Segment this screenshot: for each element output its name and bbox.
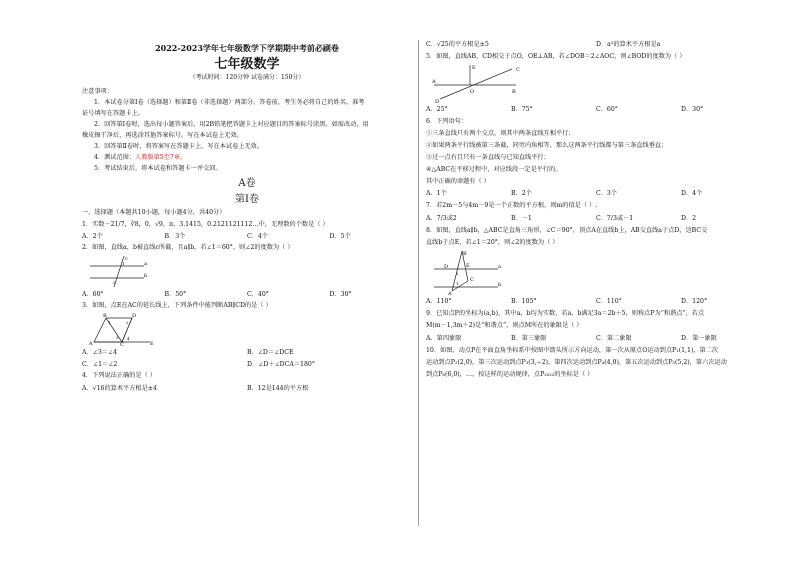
option[interactable]: C．60° xyxy=(596,106,618,113)
option[interactable]: B．75° xyxy=(511,106,533,113)
option[interactable]: D．5个 xyxy=(329,233,351,240)
option[interactable]: B．12是144的平方根 xyxy=(247,385,309,392)
question-6-item: ②如果两条平行线被第三条截，同旁内角相等，那么这两条平行线都与第三条直线垂直； xyxy=(426,142,668,149)
question-3-options-row1 xyxy=(82,348,412,357)
option[interactable]: D．30° xyxy=(329,291,352,298)
question-3-figure xyxy=(88,312,158,346)
svg-text:b: b xyxy=(144,273,148,279)
question-6-stem: 6．下列语句： xyxy=(426,118,468,125)
option[interactable]: A．√16的算术平方根是±4 xyxy=(82,385,157,392)
svg-text:a: a xyxy=(144,261,147,267)
option[interactable]: B．3个 xyxy=(164,233,186,240)
option[interactable]: D．30° xyxy=(681,106,704,113)
notice-item-range: 4．测试范围：人教版第5至7章。 xyxy=(94,154,187,161)
option[interactable]: C．40° xyxy=(247,291,269,298)
svg-text:B: B xyxy=(512,89,516,95)
question-2-stem: 2．如图，直线a，b被直线c所截，且a∥b，若∠1＝60°，则∠2的度数为（ ） xyxy=(82,244,294,251)
svg-text:1: 1 xyxy=(108,320,111,325)
question-1-options xyxy=(82,232,412,241)
option[interactable]: A．60° xyxy=(82,291,104,298)
option[interactable]: A．7/3或2 xyxy=(426,215,457,222)
option[interactable]: B．－1 xyxy=(511,215,532,222)
question-5-figure xyxy=(432,63,518,103)
option[interactable]: A．25° xyxy=(426,106,448,113)
option[interactable]: C．第二象限 xyxy=(596,335,632,342)
notice-item: 1．本试卷分第Ⅰ卷（选择题）和第Ⅱ卷（非选择题）两部分。答卷前，考生务必将自己的姓名、准考 xyxy=(94,99,365,106)
notice-item: 橡皮擦干净后，再选涂其他答案标号。写在本试卷上无效。 xyxy=(82,132,243,139)
option[interactable]: C．110° xyxy=(596,298,622,305)
exam-title: 2022-2023学年七年级数学下学期期中考前必刷卷 xyxy=(155,43,339,53)
question-6-ask: 其中正确的命题有（ ） xyxy=(426,178,490,185)
test-range: 人教版第5至7章。 xyxy=(135,154,187,161)
question-2-options xyxy=(82,290,412,299)
svg-text:D: D xyxy=(435,99,440,105)
question-10-stem-cont: 运动到点P₂(2,0)，第三次运动到点P₃(3,−2)，第四次运动到点P₄(4,0)，第五次运动到点P₅(5,2)，第六次运动 xyxy=(426,359,727,366)
svg-text:E: E xyxy=(150,341,154,347)
svg-text:1: 1 xyxy=(456,281,459,286)
question-6-options xyxy=(426,189,766,198)
question-4-options-row1 xyxy=(82,384,412,393)
svg-text:A: A xyxy=(448,291,452,297)
svg-text:O: O xyxy=(470,89,475,95)
svg-text:2: 2 xyxy=(126,320,129,325)
section-1-heading: 第Ⅰ卷 xyxy=(235,194,259,205)
notice-item: 2．回答第Ⅰ卷时，选出每小题答案后，用2B铅笔把答题卡上对应题目的答案标号涂黑。如需改动，用 xyxy=(94,121,369,128)
section-a-heading: A卷 xyxy=(238,178,256,189)
svg-text:3: 3 xyxy=(116,335,119,340)
question-8-stem-cont: 直线b于点E，若∠1＝20°，则∠2的度数为（ ） xyxy=(426,239,559,246)
option[interactable]: D．∠D＋∠DCA＝180° xyxy=(247,361,315,368)
question-5-options xyxy=(426,105,766,114)
question-4-options-row2 xyxy=(426,40,766,49)
question-7-options xyxy=(426,214,766,223)
question-9-stem: 9．已知点P的坐标为(a,b)，其中a，b均为实数，若a，b满足3a＝2b＋5，则称点P为“和谐点”，若点 xyxy=(426,310,705,317)
svg-text:D: D xyxy=(132,313,137,319)
svg-text:4: 4 xyxy=(127,336,130,341)
option[interactable]: D．2 xyxy=(681,215,697,222)
svg-text:a: a xyxy=(498,264,501,270)
svg-text:C: C xyxy=(470,277,474,283)
svg-text:C: C xyxy=(516,67,520,73)
svg-text:C: C xyxy=(120,342,124,348)
option[interactable]: B．2个 xyxy=(511,190,532,197)
option[interactable]: C．7/3或－1 xyxy=(596,215,634,222)
option[interactable]: A．2个 xyxy=(82,233,103,240)
right-column xyxy=(426,40,766,379)
option[interactable]: C．√25的平方根是±5 xyxy=(426,41,489,48)
exam-info: （考试时间：120分钟 试卷满分：150分） xyxy=(189,74,305,81)
question-9-options xyxy=(426,334,766,343)
question-10-stem-cont: 到点P₆(6,0)，…，按这样的运动规律，点P₂₀₂₂的坐标是（ ） xyxy=(426,371,594,378)
question-6-item: ③过一点有且只有一条直线与已知直线平行； xyxy=(426,154,550,161)
question-5-stem: 5．如图，直线AB，CD相交于点O，OE⊥AB，若∠DOB＝2∠AOC，则∠BOD的度数为（ ） xyxy=(426,53,686,60)
column-divider xyxy=(418,40,419,526)
svg-text:A: A xyxy=(89,341,93,347)
option[interactable]: D．4个 xyxy=(681,190,703,197)
part1-heading: 一、选择题（本题共10小题，每小题4分，共40分） xyxy=(82,209,226,216)
option[interactable]: B．105° xyxy=(511,298,537,305)
svg-text:1: 1 xyxy=(122,261,125,266)
option[interactable]: B．第三象限 xyxy=(511,335,547,342)
svg-text:E: E xyxy=(466,263,470,269)
option[interactable]: D．第一象限 xyxy=(681,335,717,342)
question-3-options-row2 xyxy=(82,360,412,369)
svg-text:B: B xyxy=(103,313,107,319)
left-column xyxy=(82,40,412,393)
question-9-stem-cont: M(m－1,3m＋2)是“和谐点”，则点M所在的象限是（ ） xyxy=(426,322,583,329)
option[interactable]: D．120° xyxy=(681,298,708,305)
question-2-figure xyxy=(88,254,148,288)
svg-text:A: A xyxy=(432,79,436,85)
option[interactable]: A．1个 xyxy=(426,190,447,197)
option[interactable]: D．a²的算术平方根是a xyxy=(596,41,661,48)
question-8-figure xyxy=(432,249,502,295)
question-10-stem: 10．如图，动点P在平面直角坐标系中按图中箭头所示方向运动，第一次从原点O运动到点P₁(1,1)，第二次 xyxy=(426,347,719,354)
svg-text:2: 2 xyxy=(113,280,116,285)
notice-item: 3．回答第Ⅱ卷时，将答案写在答题卡上。写在本试卷上无效。 xyxy=(94,143,264,150)
option[interactable]: A．110° xyxy=(426,298,452,305)
question-4-stem: 4．下列说法正确的是（ ） xyxy=(82,372,156,379)
question-3-stem: 3．如图，点E在AC的延长线上，下列条件中能判断AB∥CD的是（ ） xyxy=(82,302,272,309)
svg-text:2: 2 xyxy=(456,271,459,276)
svg-text:D: D xyxy=(444,264,449,270)
question-1-stem: 1．实数－21/7，∛8，0，√9，π，3.1415，0.2121121112…中，无理数的个数是（ ） xyxy=(82,221,329,228)
svg-text:c: c xyxy=(125,256,128,262)
question-8-stem: 8．如图，直线a∥b，△ABC是直角三角形，∠C＝90°，顶点A在直线b上，AB交直线a于点D，边BC交 xyxy=(426,227,708,234)
question-6-item: ④△ABC在平移过程中，对应线段一定是平行的。 xyxy=(426,166,562,173)
svg-text:B: B xyxy=(463,251,467,257)
option[interactable]: C．3个 xyxy=(596,190,618,197)
svg-text:E: E xyxy=(472,65,476,71)
option[interactable]: A．第四象限 xyxy=(426,335,462,342)
svg-text:b: b xyxy=(498,282,502,288)
notice-item: 5．考试结束后，将本试卷和答题卡一并交回。 xyxy=(94,165,222,172)
question-7-stem: 7．若2m－5与4m－9是一个正数的平方根，则m的值是（ ）. xyxy=(426,202,598,209)
question-6-item: ①三条直线只有两个交点，则其中两条直线互相平行； xyxy=(426,130,575,137)
option[interactable]: C．∠1＝∠2 xyxy=(82,361,118,368)
option[interactable]: A．∠3＝∠4 xyxy=(82,349,118,356)
question-8-options xyxy=(426,297,766,306)
grade-title: 七年级数学 xyxy=(214,57,280,72)
option[interactable]: B．∠D＝∠DCE xyxy=(247,349,294,356)
notice-heading: 注意事项： xyxy=(82,88,113,95)
option[interactable]: C．4个 xyxy=(247,233,269,240)
option[interactable]: B．50° xyxy=(164,291,187,298)
notice-item: 证号填写在答题卡上。 xyxy=(82,110,144,117)
